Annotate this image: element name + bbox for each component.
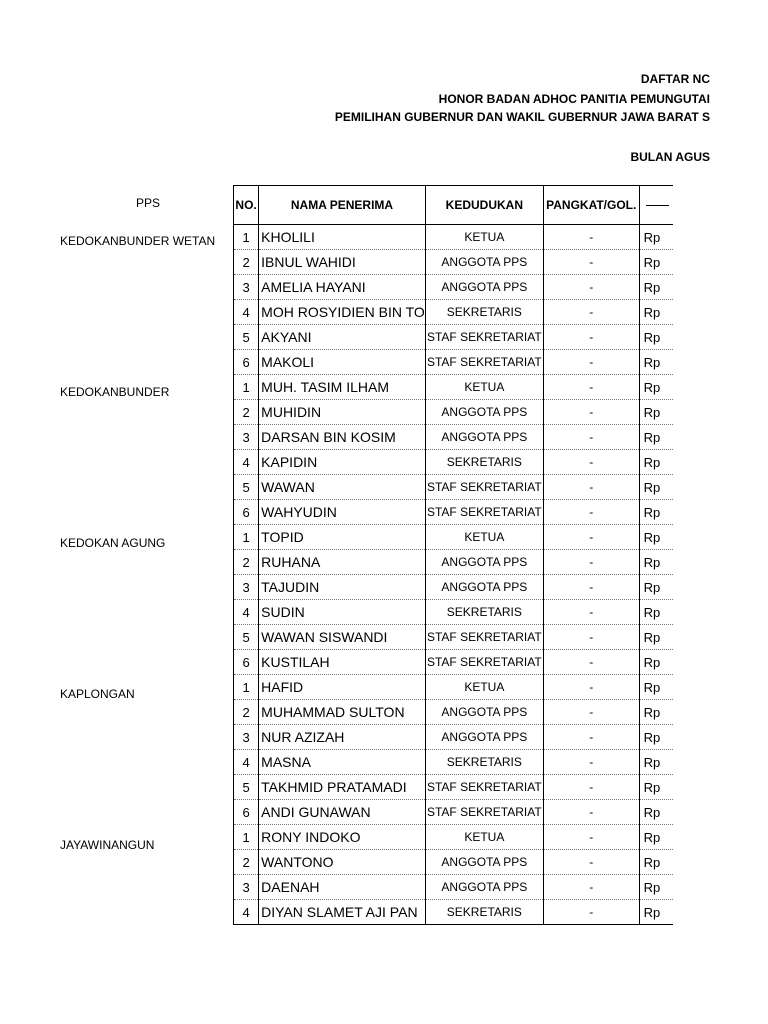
cell-nama-penerima: MAKOLI bbox=[259, 350, 426, 375]
table-row bbox=[234, 800, 674, 825]
cell-rp: Rp bbox=[639, 275, 673, 300]
cell-pangkat-gol: - bbox=[543, 250, 639, 275]
cell-no: 4 bbox=[234, 300, 259, 325]
cell-no: 5 bbox=[234, 325, 259, 350]
table-row bbox=[234, 400, 674, 425]
section-label: KEDOKANBUNDER WETAN bbox=[60, 234, 216, 248]
cell-no: 3 bbox=[234, 875, 259, 900]
cell-kedudukan: STAF SEKRETARIAT bbox=[425, 350, 543, 375]
cell-rp: Rp bbox=[639, 675, 673, 700]
cell-rp: Rp bbox=[639, 750, 673, 775]
cell-pangkat-gol: - bbox=[543, 350, 639, 375]
section-label: KEDOKAN AGUNG bbox=[60, 536, 166, 550]
honor-table-wrapper bbox=[233, 185, 673, 925]
cell-no: 1 bbox=[234, 225, 259, 250]
cell-pangkat-gol: - bbox=[543, 650, 639, 675]
cell-pangkat-gol: - bbox=[543, 475, 639, 500]
cell-pangkat-gol: - bbox=[543, 750, 639, 775]
cell-nama-penerima: DIYAN SLAMET AJI PAN bbox=[259, 900, 426, 925]
cell-kedudukan: STAF SEKRETARIAT bbox=[425, 500, 543, 525]
header-no: NO. bbox=[234, 186, 259, 225]
cell-no: 6 bbox=[234, 800, 259, 825]
cell-nama-penerima: SUDIN bbox=[259, 600, 426, 625]
cell-rp: Rp bbox=[639, 300, 673, 325]
cell-no: 3 bbox=[234, 575, 259, 600]
cell-no: 5 bbox=[234, 625, 259, 650]
title-line-4: BULAN AGUS bbox=[630, 150, 710, 164]
table-row bbox=[234, 375, 674, 400]
cell-pangkat-gol: - bbox=[543, 825, 639, 850]
cell-no: 4 bbox=[234, 750, 259, 775]
cell-no: 1 bbox=[234, 675, 259, 700]
table-body bbox=[234, 225, 674, 925]
cell-no: 2 bbox=[234, 550, 259, 575]
table-row bbox=[234, 675, 674, 700]
header-pangkat-gol: PANGKAT/GOL. bbox=[543, 186, 639, 225]
cell-no: 2 bbox=[234, 700, 259, 725]
table-row bbox=[234, 250, 674, 275]
table-row bbox=[234, 900, 674, 925]
cell-kedudukan: STAF SEKRETARIAT bbox=[425, 650, 543, 675]
cell-kedudukan: STAF SEKRETARIAT bbox=[425, 775, 543, 800]
cell-nama-penerima: WANTONO bbox=[259, 850, 426, 875]
cell-nama-penerima: TOPID bbox=[259, 525, 426, 550]
cell-pangkat-gol: - bbox=[543, 725, 639, 750]
cell-kedudukan: KETUA bbox=[425, 375, 543, 400]
cell-kedudukan: ANGGOTA PPS bbox=[425, 725, 543, 750]
cell-kedudukan: ANGGOTA PPS bbox=[425, 425, 543, 450]
header-amount-column bbox=[639, 186, 673, 225]
cell-nama-penerima: RUHANA bbox=[259, 550, 426, 575]
cell-pangkat-gol: - bbox=[543, 625, 639, 650]
cell-rp: Rp bbox=[639, 700, 673, 725]
cell-rp: Rp bbox=[639, 575, 673, 600]
cell-pangkat-gol: - bbox=[543, 425, 639, 450]
cell-pangkat-gol: - bbox=[543, 325, 639, 350]
cell-pangkat-gol: - bbox=[543, 700, 639, 725]
title-line-1: DAFTAR NC bbox=[640, 72, 710, 86]
cell-pangkat-gol: - bbox=[543, 500, 639, 525]
cell-no: 1 bbox=[234, 825, 259, 850]
cell-nama-penerima: MASNA bbox=[259, 750, 426, 775]
table-row bbox=[234, 750, 674, 775]
cell-pangkat-gol: - bbox=[543, 225, 639, 250]
cell-nama-penerima: RONY INDOKO bbox=[259, 825, 426, 850]
cell-nama-penerima: WAWAN SISWANDI bbox=[259, 625, 426, 650]
cell-pangkat-gol: - bbox=[543, 900, 639, 925]
cell-nama-penerima: HAFID bbox=[259, 675, 426, 700]
cell-no: 1 bbox=[234, 525, 259, 550]
cell-rp: Rp bbox=[639, 425, 673, 450]
cell-rp: Rp bbox=[639, 600, 673, 625]
table-row bbox=[234, 225, 674, 250]
cell-rp: Rp bbox=[639, 375, 673, 400]
cell-nama-penerima: KUSTILAH bbox=[259, 650, 426, 675]
pps-column-header: PPS bbox=[135, 196, 160, 210]
cell-no: 2 bbox=[234, 250, 259, 275]
cell-rp: Rp bbox=[639, 900, 673, 925]
cell-rp: Rp bbox=[639, 500, 673, 525]
cell-rp: Rp bbox=[639, 450, 673, 475]
section-label: KEDOKANBUNDER bbox=[60, 385, 170, 399]
cell-nama-penerima: WAHYUDIN bbox=[259, 500, 426, 525]
cell-nama-penerima: WAWAN bbox=[259, 475, 426, 500]
cell-nama-penerima: DARSAN BIN KOSIM bbox=[259, 425, 426, 450]
cell-pangkat-gol: - bbox=[543, 525, 639, 550]
cell-nama-penerima: KAPIDIN bbox=[259, 450, 426, 475]
cell-kedudukan: STAF SEKRETARIAT bbox=[425, 325, 543, 350]
cell-kedudukan: SEKRETARIS bbox=[425, 300, 543, 325]
cell-no: 6 bbox=[234, 500, 259, 525]
table-row bbox=[234, 425, 674, 450]
cell-no: 3 bbox=[234, 725, 259, 750]
table-row bbox=[234, 550, 674, 575]
cell-no: 3 bbox=[234, 425, 259, 450]
table-row bbox=[234, 875, 674, 900]
cell-nama-penerima: MUH. TASIM ILHAM bbox=[259, 375, 426, 400]
cell-kedudukan: KETUA bbox=[425, 825, 543, 850]
cell-kedudukan: ANGGOTA PPS bbox=[425, 400, 543, 425]
cell-nama-penerima: MUHIDIN bbox=[259, 400, 426, 425]
cell-kedudukan: KETUA bbox=[425, 225, 543, 250]
table-row bbox=[234, 475, 674, 500]
cell-pangkat-gol: - bbox=[543, 850, 639, 875]
cell-rp: Rp bbox=[639, 775, 673, 800]
cell-pangkat-gol: - bbox=[543, 300, 639, 325]
section-label: KAPLONGAN bbox=[60, 687, 135, 701]
table-row bbox=[234, 450, 674, 475]
cell-kedudukan: SEKRETARIS bbox=[425, 600, 543, 625]
cell-nama-penerima: DAENAH bbox=[259, 875, 426, 900]
cell-nama-penerima: TAKHMID PRATAMADI bbox=[259, 775, 426, 800]
cell-kedudukan: ANGGOTA PPS bbox=[425, 850, 543, 875]
cell-pangkat-gol: - bbox=[543, 450, 639, 475]
cell-nama-penerima: ANDI GUNAWAN bbox=[259, 800, 426, 825]
cell-kedudukan: SEKRETARIS bbox=[425, 900, 543, 925]
cell-no: 4 bbox=[234, 600, 259, 625]
cell-kedudukan: STAF SEKRETARIAT bbox=[425, 800, 543, 825]
cell-nama-penerima: NUR AZIZAH bbox=[259, 725, 426, 750]
cell-rp: Rp bbox=[639, 800, 673, 825]
cell-no: 4 bbox=[234, 900, 259, 925]
title-line-2: HONOR BADAN ADHOC PANITIA PEMUNGUTAI bbox=[438, 92, 710, 106]
cell-pangkat-gol: - bbox=[543, 275, 639, 300]
cell-pangkat-gol: - bbox=[543, 550, 639, 575]
cell-kedudukan: STAF SEKRETARIAT bbox=[425, 625, 543, 650]
cell-nama-penerima: TAJUDIN bbox=[259, 575, 426, 600]
cell-nama-penerima: AKYANI bbox=[259, 325, 426, 350]
cell-no: 1 bbox=[234, 375, 259, 400]
table-row bbox=[234, 700, 674, 725]
cell-pangkat-gol: - bbox=[543, 675, 639, 700]
table-row bbox=[234, 275, 674, 300]
title-line-3: PEMILIHAN GUBERNUR DAN WAKIL GUBERNUR JAWA BARAT S bbox=[334, 110, 710, 124]
cell-rp: Rp bbox=[639, 350, 673, 375]
table-row bbox=[234, 300, 674, 325]
cell-kedudukan: KETUA bbox=[425, 675, 543, 700]
table-row bbox=[234, 500, 674, 525]
cell-no: 5 bbox=[234, 475, 259, 500]
header-kedudukan: KEDUDUKAN bbox=[425, 186, 543, 225]
table-row bbox=[234, 575, 674, 600]
honor-table bbox=[233, 185, 673, 925]
cell-pangkat-gol: - bbox=[543, 575, 639, 600]
cell-no: 6 bbox=[234, 650, 259, 675]
cell-nama-penerima: AMELIA HAYANI bbox=[259, 275, 426, 300]
cell-kedudukan: ANGGOTA PPS bbox=[425, 275, 543, 300]
cell-pangkat-gol: - bbox=[543, 400, 639, 425]
table-row bbox=[234, 850, 674, 875]
table-row bbox=[234, 325, 674, 350]
table-row bbox=[234, 350, 674, 375]
cell-nama-penerima: MOH ROSYIDIEN BIN TO bbox=[259, 300, 426, 325]
cell-kedudukan: ANGGOTA PPS bbox=[425, 250, 543, 275]
table-header-row bbox=[234, 186, 674, 225]
cell-no: 6 bbox=[234, 350, 259, 375]
cell-kedudukan: ANGGOTA PPS bbox=[425, 550, 543, 575]
cell-kedudukan: ANGGOTA PPS bbox=[425, 575, 543, 600]
cell-kedudukan: SEKRETARIS bbox=[425, 450, 543, 475]
cell-no: 2 bbox=[234, 400, 259, 425]
table-row bbox=[234, 825, 674, 850]
cell-pangkat-gol: - bbox=[543, 875, 639, 900]
cell-nama-penerima: KHOLILI bbox=[259, 225, 426, 250]
cell-rp: Rp bbox=[639, 325, 673, 350]
cell-pangkat-gol: - bbox=[543, 800, 639, 825]
cell-nama-penerima: MUHAMMAD SULTON bbox=[259, 700, 426, 725]
cell-no: 3 bbox=[234, 275, 259, 300]
table-row bbox=[234, 625, 674, 650]
cell-rp: Rp bbox=[639, 875, 673, 900]
table-row bbox=[234, 525, 674, 550]
cell-rp: Rp bbox=[639, 525, 673, 550]
cell-pangkat-gol: - bbox=[543, 775, 639, 800]
cell-kedudukan: SEKRETARIS bbox=[425, 750, 543, 775]
cell-pangkat-gol: - bbox=[543, 375, 639, 400]
cell-rp: Rp bbox=[639, 400, 673, 425]
cell-nama-penerima: IBNUL WAHIDI bbox=[259, 250, 426, 275]
table-row bbox=[234, 650, 674, 675]
cell-kedudukan: KETUA bbox=[425, 525, 543, 550]
table-row bbox=[234, 775, 674, 800]
cell-kedudukan: ANGGOTA PPS bbox=[425, 875, 543, 900]
cell-rp: Rp bbox=[639, 250, 673, 275]
cell-rp: Rp bbox=[639, 225, 673, 250]
section-label: JAYAWINANGUN bbox=[60, 838, 155, 852]
cell-kedudukan: STAF SEKRETARIAT bbox=[425, 475, 543, 500]
cell-rp: Rp bbox=[639, 625, 673, 650]
cell-rp: Rp bbox=[639, 650, 673, 675]
table-row bbox=[234, 725, 674, 750]
cell-no: 4 bbox=[234, 450, 259, 475]
cell-kedudukan: ANGGOTA PPS bbox=[425, 700, 543, 725]
cell-no: 2 bbox=[234, 850, 259, 875]
cell-rp: Rp bbox=[639, 475, 673, 500]
cell-rp: Rp bbox=[639, 725, 673, 750]
table-row bbox=[234, 600, 674, 625]
cell-pangkat-gol: - bbox=[543, 600, 639, 625]
header-nama-penerima: NAMA PENERIMA bbox=[259, 186, 426, 225]
cell-rp: Rp bbox=[639, 550, 673, 575]
cell-no: 5 bbox=[234, 775, 259, 800]
cell-rp: Rp bbox=[639, 825, 673, 850]
cell-rp: Rp bbox=[639, 850, 673, 875]
